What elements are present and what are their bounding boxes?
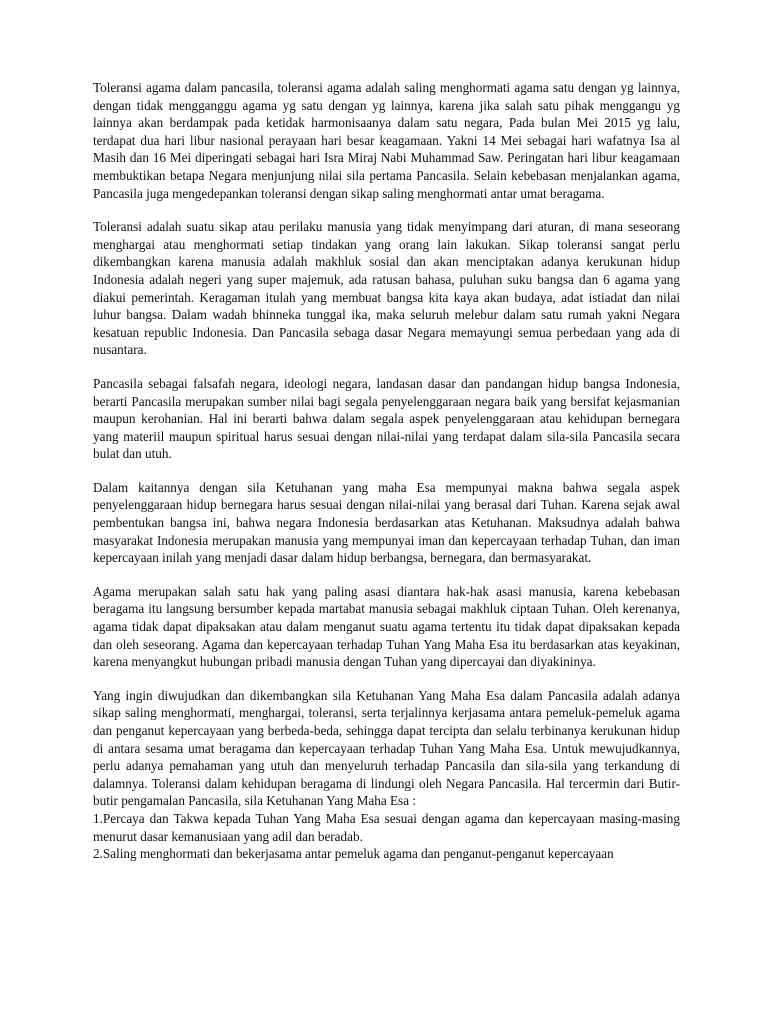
paragraph-4: Dalam kaitannya dengan sila Ketuhanan yang maha Esa mempunyai makna bahwa segala aspek penyelenggaraan hidup bernegara harus sesuai dengan nilai-nilai yang berasal dari Tuhan. Karena sejak awal pembentukan bangsa ini, bahwa negara Indonesia berdasarkan atas Ketuhanan. Maksudnya adalah bahwa masyarakat Indonesia merupakan manusia yang mempunyai iman dan kepercayaan terhadap Tuhan, dan iman kepercayaan inilah yang menjadi dasar dalam hidup berbangsa, bernegara, dan bermasyarakat. xyxy=(93,479,680,566)
list-item-1: 1.Percaya dan Takwa kepada Tuhan Yang Maha Esa sesuai dengan agama dan kepercayaan masing-masing menurut dasar kemanusiaan yang adil dan beradab. xyxy=(93,810,680,844)
document-body xyxy=(93,79,680,863)
paragraph-1: Toleransi agama dalam pancasila, toleransi agama adalah saling menghormati agama satu dengan yg lainnya, dengan tidak mengganggu agama yg satu dengan yg lainnya, karena jika salah satu pihak menggangu yg lainnya akan berdampak pada ketidak harmonisaanya dalam satu negara, Pada bulan Mei 2015 yg lalu, terdapat dua hari libur nasional perayaan hari besar keagamaan. Yakni 14 Mei sebagai hari wafatnya Isa al Masih dan 16 Mei diperingati sebagai hari Isra Miraj Nabi Muhammad Saw. Peringatan hari libur keagamaan membuktikan betapa Negara menjunjung nilai sila pertama Pancasila. Selain kebebasan menjalankan agama, Pancasila juga mengedepankan toleransi dengan sikap saling menghormati antar umat beragama. xyxy=(93,80,680,201)
paragraph-5: Agama merupakan salah satu hak yang paling asasi diantara hak-hak asasi manusia, karena kebebasan beragama itu langsung bersumber kepada martabat manusia sebagai makhluk ciptaan Tuhan. Oleh kerenanya, agama tidak dapat dipaksakan atau dalam menganut suatu agama tertentu itu tidak dapat dipaksakan kepada dan oleh seseorang. Agama dan kepercayaan terhadap Tuhan Yang Maha Esa itu berdasarkan atas keyakinan, karena menyangkut hubungan pribadi manusia dengan Tuhan yang dipercayai dan diyakininya. xyxy=(93,583,680,670)
paragraph-2: Toleransi adalah suatu sikap atau perilaku manusia yang tidak menyimpang dari aturan, di mana seseorang menghargai atau menghormati setiap tindakan yang orang lain lakukan. Sikap toleransi sangat perlu dikembangkan karena manusia adalah makhluk sosial dan akan menciptakan adanya kerukunan hidup Indonesia adalah negeri yang super majemuk, ada ratusan bahasa, puluhan suku bangsa dan 6 agama yang diakui pemerintah. Keragaman itulah yang membuat bangsa kita kaya akan budaya, adat istiadat dan nilai luhur bangsa. Dalam wadah bhinneka tunggal ika, maka seluruh melebur dalam satu rumah yakni Negara kesatuan republic Indonesia. Dan Pancasila sebaga dasar Negara memayungi semua perbedaan yang ada di nusantara. xyxy=(93,219,680,358)
paragraph-6: Yang ingin diwujudkan dan dikembangkan sila Ketuhanan Yang Maha Esa dalam Pancasila adalah adanya sikap saling menghormati, menghargai, toleransi, serta terjalinnya kerjasama antara pemeluk-pemeluk agama dan penganut kepercayaan yang berbeda-beda, sehingga dapat tercipta dan selalu terbinanya kerukunan hidup di antara sesama umat beragama dan kepercayaan terhadap Tuhan Yang Maha Esa. Untuk mewujudkannya, perlu adanya pemahaman yang utuh dan menyeluruh terhadap Pancasila dan sila-sila yang terkandung di dalamnya. Toleransi dalam kehidupan beragama di lindungi oleh Negara Pancasila. Hal tercermin dari Butir-butir pengamalan Pancasila, sila Ketuhanan Yang Maha Esa : xyxy=(93,687,680,809)
paragraph-3: Pancasila sebagai falsafah negara, ideologi negara, landasan dasar dan pandangan hidup bangsa Indonesia, berarti Pancasila merupakan sumber nilai bagi segala penyelenggaraan negara baik yang bersifat kejasmanian maupun kerohanian. Hal ini berarti bahwa dalam segala aspek penyelenggaraan atau kehidupan bernegara yang materiil maupun spiritual harus sesuai dengan nilai-nilai yang terdapat dalam sila-sila Pancasila secara bulat dan utuh. xyxy=(93,375,680,462)
list-item-2: 2.Saling menghormati dan bekerjasama antar pemeluk agama dan penganut-penganut kepercayaan xyxy=(93,846,614,862)
